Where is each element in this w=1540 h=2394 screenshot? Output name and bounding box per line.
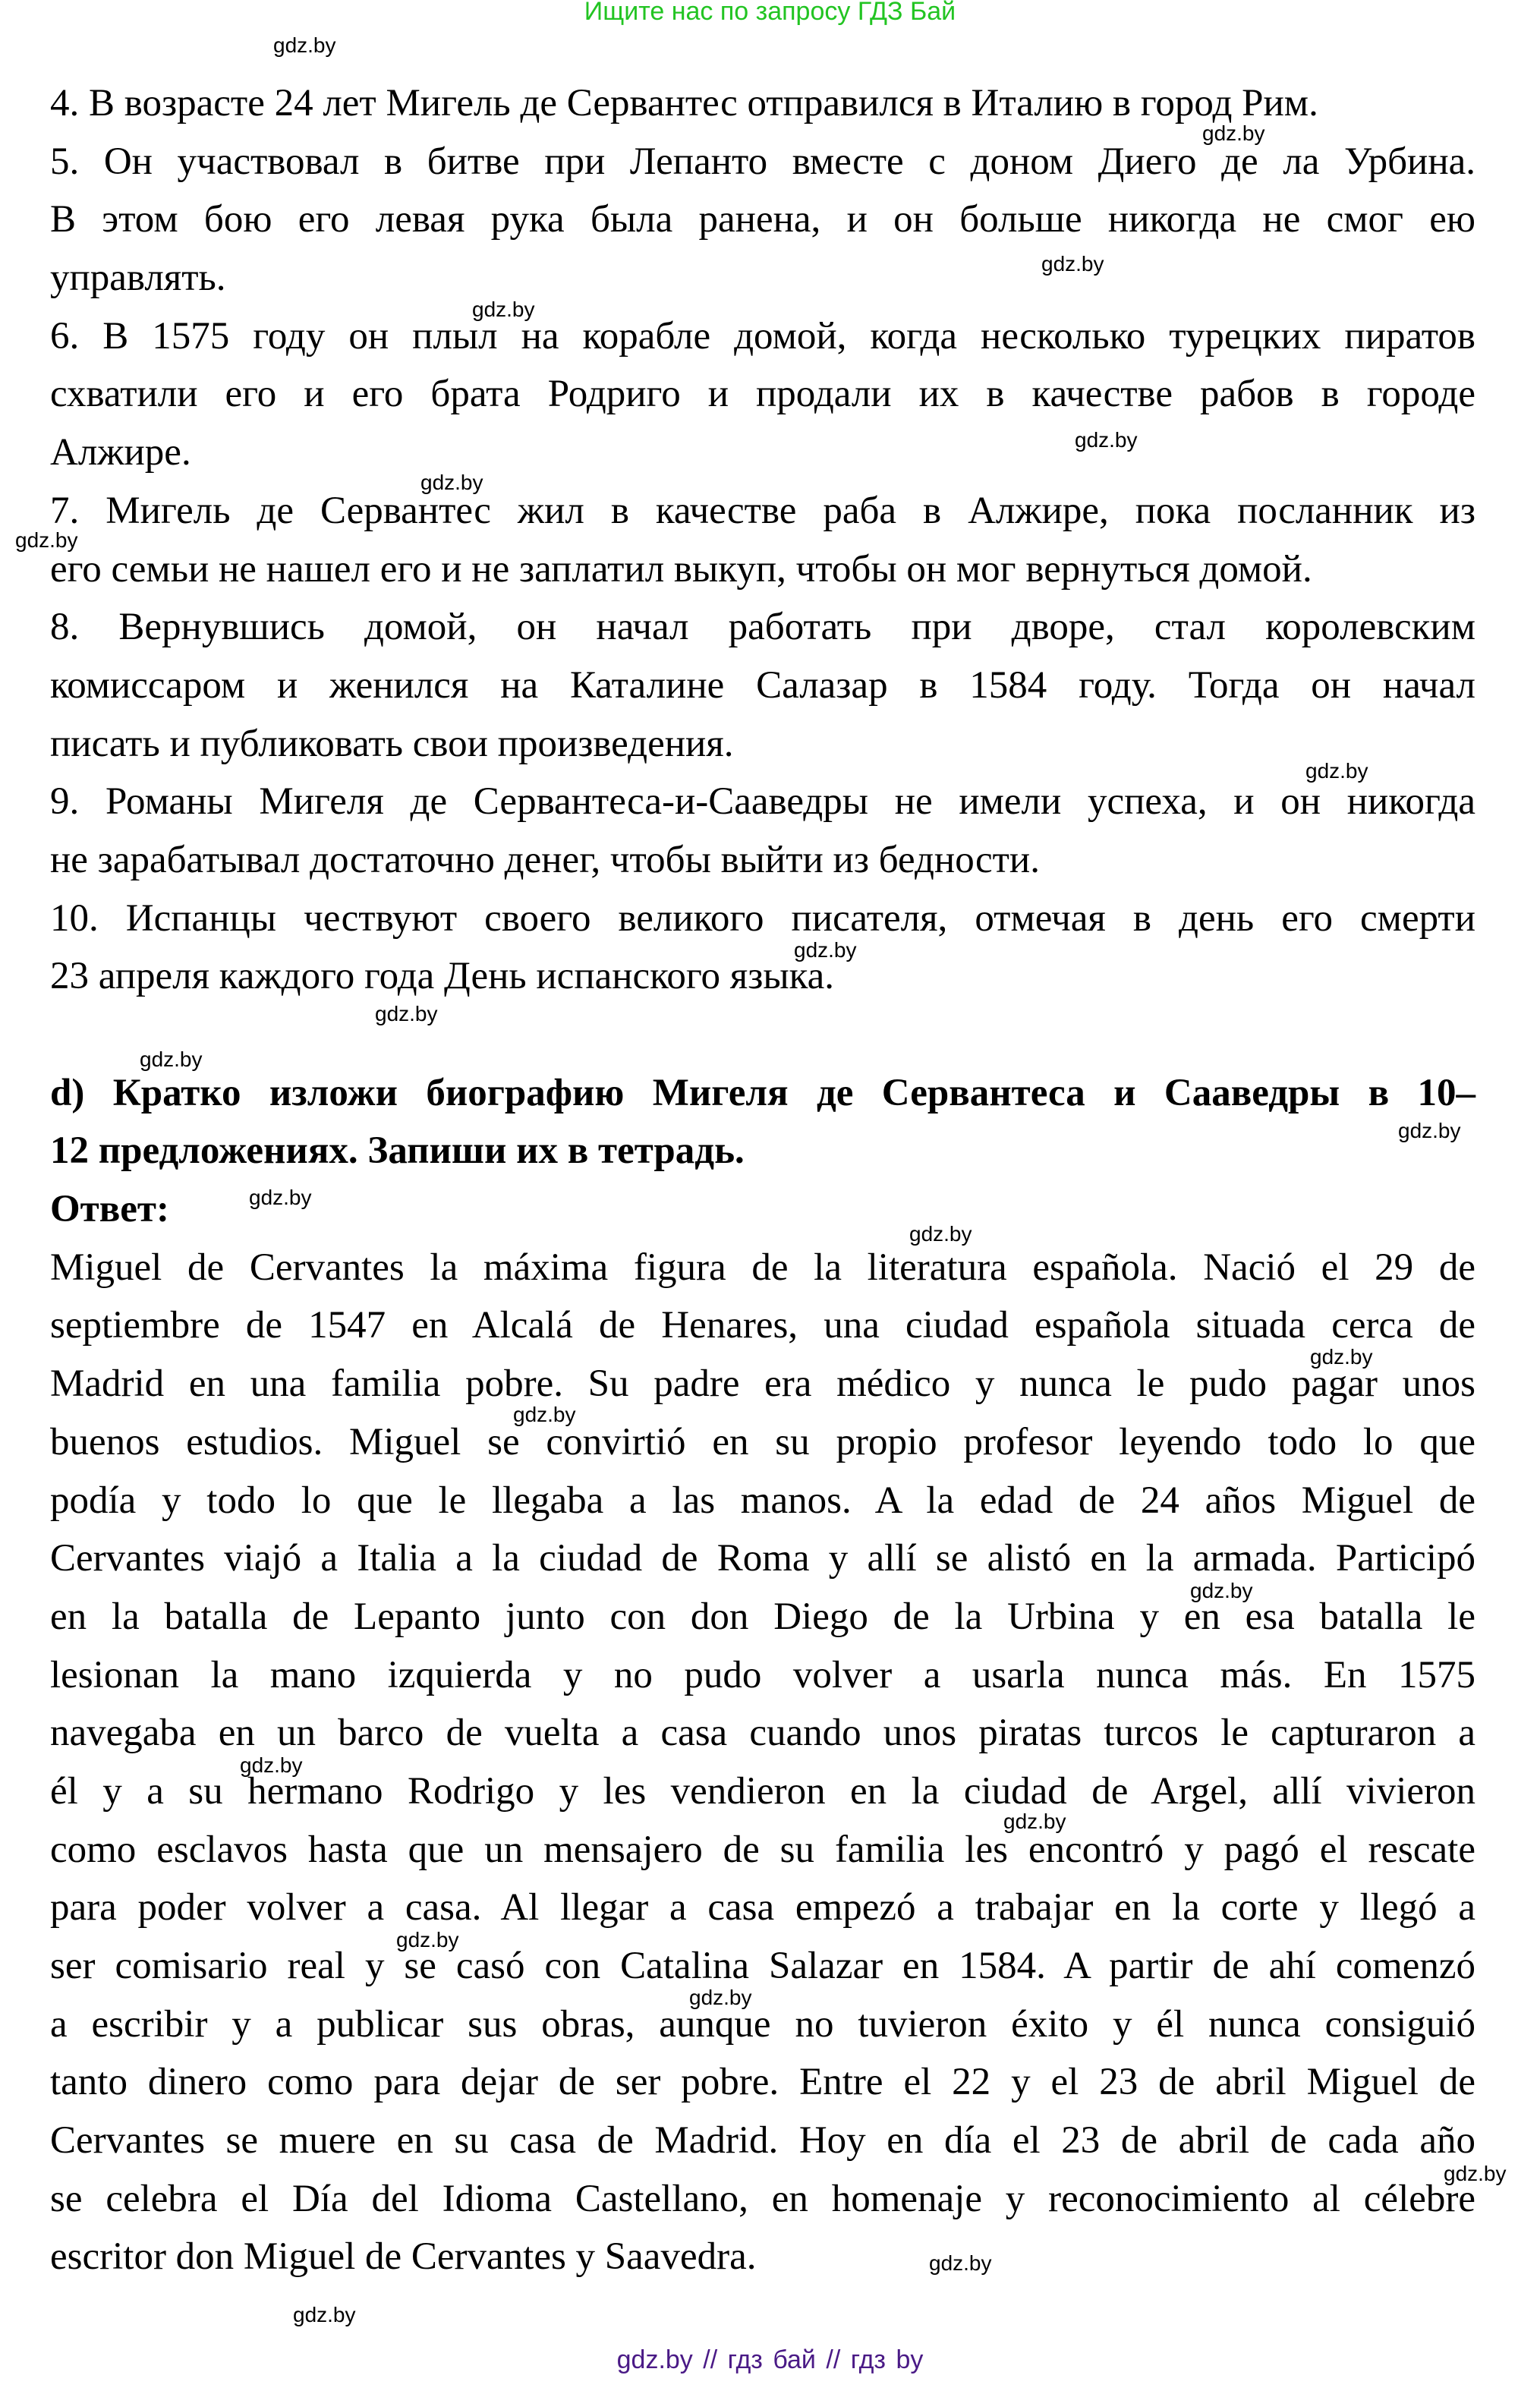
watermark: gdz.by: [689, 1986, 752, 2009]
watermark: gdz.by: [249, 1186, 312, 1209]
answer-text-line: en la batalla de Lepanto junto con don Diego de la Urbina y en esa batalla le: [50, 1595, 1475, 1638]
list-item-line: 23 апреля каждого года День испанского языка.: [50, 955, 835, 998]
answer-text-line: tanto dinero como para dejar de ser pobre. Entre el 22 y el 23 de abril Miguel de: [50, 2061, 1475, 2104]
answer-text-line: navegaba en un barco de vuelta a casa cuando unos piratas turcos le capturaron a: [50, 1712, 1475, 1755]
watermark: gdz.by: [513, 1403, 576, 1426]
answer-text-line: a escribir y a publicar sus obras, aunque no tuvieron éxito y él nunca consiguió: [50, 2002, 1475, 2046]
answer-text-line: podía y todo lo que le llegaba a las manos. A la edad de 24 años Miguel de: [50, 1479, 1475, 1522]
list-item-line: управлять.: [50, 257, 226, 300]
answer-text-line: Cervantes se muere en su casa de Madrid. Hoy en día el 23 de abril de cada año: [50, 2119, 1475, 2162]
answer-text-line: para poder volver a casa. Al llegar a casa empezó a trabajar en la corte y llegó a: [50, 1886, 1475, 1929]
answer-text-line: se celebra el Día del Idioma Castellano, en homenaje y reconocimiento al célebre: [50, 2177, 1475, 2220]
answer-text-line: Cervantes viajó a Italia a la ciudad de Roma y allí se alistó en la armada. Participó: [50, 1537, 1475, 1580]
answer-text-line: buenos estudios. Miguel se convirtió en su propio profesor leyendo todo lo que: [50, 1420, 1475, 1463]
spacer: [50, 1006, 1475, 1064]
answer-text-line: como esclavos hasta que un mensajero de su familia les encontró y pagó el rescate: [50, 1828, 1475, 1871]
task-heading-line: 12 предложениях. Запиши их в тетрадь.: [50, 1129, 745, 1173]
list-item-line: 5. Он участвовал в битве при Лепанто вместе с доном Диего де ла Урбина.: [50, 140, 1475, 183]
watermark: gdz.by: [929, 2251, 992, 2275]
answer-text-line: él y a su hermano Rodrigo y les vendieron en la ciudad de Argel, allí vivieron: [50, 1769, 1475, 1813]
answer-text-line: Miguel de Cervantes la máxima figura de la literatura española. Nació el 29 de: [50, 1246, 1475, 1289]
answer-text-line: ser comisario real y se casó con Catalina Salazar en 1584. A partir de ahí comenzó: [50, 1945, 1475, 1987]
list-item-line: писать и публиковать свои произведения.: [50, 722, 734, 765]
watermark: gdz.by: [472, 298, 535, 321]
watermark: gdz.by: [1075, 428, 1138, 452]
answer-text-line: escritor don Miguel de Cervantes y Saavedra.: [50, 2235, 757, 2279]
watermark: gdz.by: [240, 1753, 303, 1777]
task-heading-line: d) Кратко изложи биографию Мигеля де Сервантеса и Сааведры в 10–: [50, 1071, 1475, 1114]
answer-text-line: septiembre de 1547 en Alcalá de Henares, una ciudad española situada cerca de: [50, 1304, 1475, 1347]
answer-text-line: lesionan la mano izquierda y no pudo volver a usarla nunca más. En 1575: [50, 1653, 1475, 1696]
watermark: gdz.by: [1310, 1345, 1373, 1369]
footer-links[interactable]: gdz.by // гдз бай // гдз by: [616, 2345, 924, 2374]
search-banner[interactable]: Ищите нас по запросу ГДЗ Бай: [584, 0, 956, 26]
watermark: gdz.by: [909, 1222, 972, 1246]
watermark: gdz.by: [1003, 1810, 1066, 1833]
answer-text-line: Madrid en una familia pobre. Su padre era médico y nunca le pudo pagar unos: [50, 1362, 1475, 1406]
list-item-line: 8. Вернувшись домой, он начал работать при дворе, стал королевским: [50, 606, 1475, 649]
watermark: gdz.by: [420, 471, 483, 494]
watermark: gdz.by: [1444, 2162, 1507, 2185]
list-item-line: не зарабатывал достаточно денег, чтобы выйти из бедности.: [50, 838, 1040, 881]
watermark: gdz.by: [1305, 759, 1368, 783]
list-item-line: 9. Романы Мигеля де Сервантеса-и-Сааведры не имели успеха, и он никогда: [50, 780, 1475, 824]
watermark: gdz.by: [140, 1047, 203, 1071]
watermark: gdz.by: [273, 33, 336, 57]
list-item-line: 6. В 1575 году он плыл на корабле домой, когда несколько турецких пиратов: [50, 314, 1475, 358]
list-item-line: В этом бою его левая рука была ранена, и он больше никогда не смог ею: [50, 198, 1475, 241]
watermark: gdz.by: [15, 528, 78, 552]
list-item-line: 4. В возрасте 24 лет Мигель де Сервантес отправился в Италию в город Рим.: [50, 82, 1318, 124]
list-item-line: его семьи не нашел его и не заплатил выкуп, чтобы он мог вернуться домой.: [50, 547, 1312, 591]
watermark: gdz.by: [1202, 121, 1265, 145]
watermark: gdz.by: [396, 1928, 459, 1951]
list-item-line: 10. Испанцы чествуют своего великого писателя, отмечая в день его смерти: [50, 896, 1475, 940]
watermark: gdz.by: [1190, 1579, 1253, 1602]
watermark: gdz.by: [293, 2303, 356, 2326]
watermark: gdz.by: [794, 938, 857, 962]
watermark: gdz.by: [375, 1002, 438, 1025]
list-item-line: 7. Мигель де Сервантес жил в качестве раба в Алжире, пока посланник из: [50, 489, 1475, 532]
watermark: gdz.by: [1041, 252, 1104, 276]
list-item-line: комиссаром и женился на Каталине Салазар в 1584 году. Тогда он начал: [50, 663, 1475, 707]
answer-label: Ответ:: [50, 1188, 169, 1231]
list-item-line: схватили его и его брата Родриго и продали их в качестве рабов в городе: [50, 373, 1475, 416]
watermark: gdz.by: [1398, 1119, 1461, 1142]
list-item-line: Алжире.: [50, 431, 191, 474]
document-body: [50, 74, 1475, 2286]
